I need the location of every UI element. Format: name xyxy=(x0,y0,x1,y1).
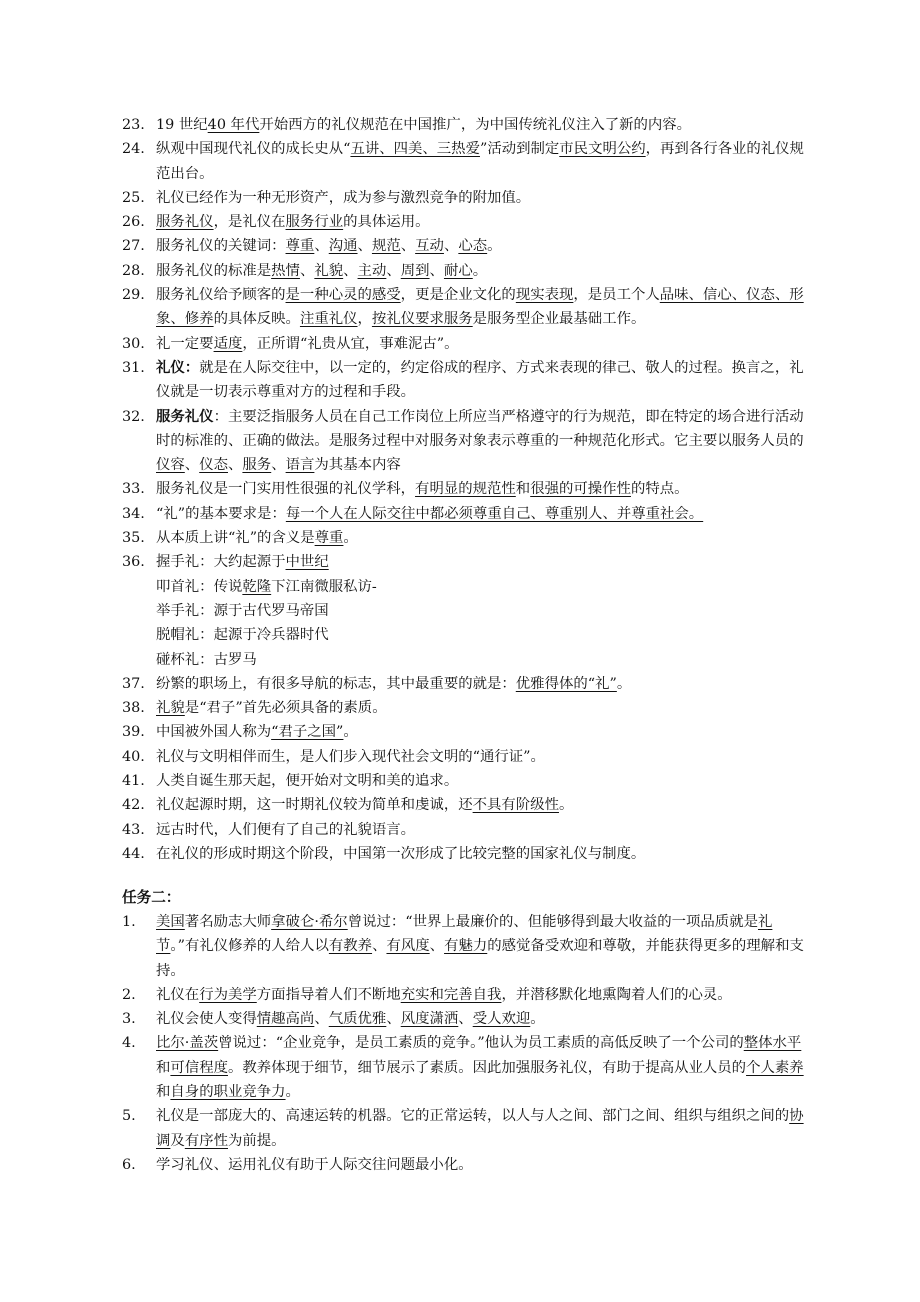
text-run: 脱帽礼：起源于冷兵器时代 xyxy=(156,627,329,644)
text-run: 方面指导着人们不断地 xyxy=(256,986,401,1003)
list-item xyxy=(122,550,812,671)
underlined-term: 耐心 xyxy=(443,262,473,279)
text-run: ，再到各行各业的礼仪规范出台。 xyxy=(156,141,804,182)
item-text xyxy=(156,720,812,744)
text-run: 、 xyxy=(372,938,387,955)
item-text xyxy=(156,1031,812,1104)
section-2 xyxy=(122,910,812,1177)
bold-term: 服务礼仪 xyxy=(156,408,214,425)
underlined-term: 美国 xyxy=(156,914,185,930)
text-run: 、 xyxy=(357,238,372,255)
sub-line xyxy=(156,550,812,574)
text-run: 、 xyxy=(184,457,200,474)
list-item xyxy=(122,137,812,186)
item-number: 1. xyxy=(122,914,136,930)
text-run: 服务礼仪的关键词： xyxy=(156,238,286,255)
item-text xyxy=(156,283,812,332)
underlined-term: 是一种心灵的感受 xyxy=(285,287,401,304)
text-run: 礼一定要 xyxy=(156,335,214,352)
underlined-term: 服务 xyxy=(242,457,272,474)
underlined-term: 尊重 xyxy=(285,238,315,255)
item-text xyxy=(156,405,812,478)
text-run: 的具体运用。 xyxy=(343,214,430,231)
item-text xyxy=(156,259,812,283)
text-run: 和 xyxy=(515,481,531,498)
text-run: 在礼仪的形成时期这个阶段，中国第一次形成了比较完整的国家礼仪与制度。 xyxy=(156,845,646,862)
list-item xyxy=(122,696,812,720)
text-run: 和 xyxy=(156,1084,171,1101)
underlined-term: 比尔·盖茨 xyxy=(156,1035,219,1052)
text-run: 下江南微服私访- xyxy=(271,578,377,595)
text-run: 。 xyxy=(530,1011,545,1028)
underlined-term: 现实表现 xyxy=(515,287,574,304)
item-text xyxy=(156,502,812,526)
text-run: 及 xyxy=(170,1132,185,1149)
item-number: 27. xyxy=(122,238,145,255)
text-run: 是服务型企业最基础工作。 xyxy=(472,311,646,328)
text-run: 和 xyxy=(156,1059,171,1076)
list-item xyxy=(122,356,812,405)
list-item xyxy=(122,672,812,696)
text-run: 著名励志大师 xyxy=(184,914,272,930)
list-item xyxy=(122,793,812,817)
underlined-term: 个人素养 xyxy=(746,1059,804,1076)
sub-line xyxy=(156,648,812,672)
text-run: ，并潜移默化地熏陶着人们的心灵。 xyxy=(501,986,732,1003)
text-run: 碰杯礼：古罗马 xyxy=(156,651,257,668)
underlined-term: 拿破仑·希尔 xyxy=(271,914,348,930)
item-text xyxy=(156,842,812,866)
underlined-term: 很强的可操作性 xyxy=(530,481,631,498)
list-item xyxy=(122,769,812,793)
text-run: 、 xyxy=(443,238,459,255)
text-run: 。教养体现于细节，细节展示了素质。因此加强服务礼仪，有助于提高从业人员的 xyxy=(227,1059,747,1076)
item-number: 29. xyxy=(122,287,145,304)
underlined-term: 互动 xyxy=(415,238,444,255)
item-number: 36. xyxy=(122,554,145,571)
underlined-term: 仪态 xyxy=(199,457,228,474)
item-number: 4. xyxy=(122,1035,136,1052)
underlined-term: 服务行业 xyxy=(285,214,344,231)
item-text xyxy=(156,113,812,137)
list-item xyxy=(122,259,812,283)
underlined-term: 充实和完善自我 xyxy=(400,986,502,1003)
list-item xyxy=(122,745,812,769)
text-run: ，更是企业文化的 xyxy=(400,287,516,304)
text-run: 。 xyxy=(472,262,488,279)
list-item xyxy=(122,910,812,983)
item-text xyxy=(156,1007,812,1031)
text-run: 礼仪在 xyxy=(156,986,200,1003)
item-number: 40. xyxy=(122,748,145,765)
text-run: 19 世纪 xyxy=(156,117,208,133)
text-run: 是“君子”首先必须具备的素质。 xyxy=(184,700,387,717)
bold-term: 礼仪： xyxy=(156,359,200,376)
list-item xyxy=(122,720,812,744)
text-run: ”活动到制定 xyxy=(479,141,560,158)
text-run: 。 xyxy=(343,530,358,547)
text-run: 从本质上讲“礼”的含义是 xyxy=(156,530,315,547)
text-run: 。 xyxy=(343,724,358,741)
underlined-term: 品味、信心、仪态、形象、修养 xyxy=(156,287,804,328)
underlined-term: 有序性 xyxy=(184,1132,228,1149)
item-text xyxy=(156,769,812,793)
item-text xyxy=(156,186,812,210)
item-text xyxy=(156,983,812,1007)
text-run: 、 xyxy=(314,1011,329,1028)
underlined-term: 有教养 xyxy=(328,938,373,955)
section-2-heading: 任务二： xyxy=(122,889,181,906)
item-text xyxy=(156,696,812,720)
list-item xyxy=(122,332,812,356)
list-item xyxy=(122,1007,812,1031)
text-run: ，是员工个人 xyxy=(573,287,660,304)
underlined-term: 注重礼仪 xyxy=(299,311,358,328)
list-item xyxy=(122,477,812,501)
text-run: 服务礼仪是一门实用性很强的礼仪学科， xyxy=(156,481,416,498)
list-item xyxy=(122,1031,812,1104)
text-run: ，正所谓“礼贵从宜，事难泥古”。 xyxy=(242,335,459,352)
item-text xyxy=(156,818,812,842)
sub-line xyxy=(156,575,812,599)
section-1 xyxy=(122,113,812,866)
underlined-term: 整体水平 xyxy=(743,1035,802,1052)
underlined-term: 礼貌 xyxy=(314,262,344,279)
underlined-term: 受人欢迎 xyxy=(472,1011,531,1028)
item-number: 5. xyxy=(122,1108,136,1125)
text-run: 就是在人际交往中，以一定的，约定俗成的程序、方式来表现的律己、敬人的过程。换言之，礼仪就是一切表示尊重对方的过程和手段。 xyxy=(156,359,804,401)
item-text xyxy=(156,477,812,501)
item-number: 34. xyxy=(122,505,145,522)
item-number: 23. xyxy=(122,117,145,133)
text-run: 握手礼：大约起源于 xyxy=(156,554,286,571)
text-run: 曾说过：“企业竞争，是员工素质的竞争。”他认为员工素质的高低反映了一个公司的 xyxy=(218,1035,744,1052)
text-run: 为前提。 xyxy=(228,1132,286,1149)
text-run: 礼仪与文明相伴而生，是人们步入现代社会文明的“通行证”。 xyxy=(156,748,545,765)
text-run: 叩首礼：传说 xyxy=(156,578,243,595)
text-run: 礼仪已经作为一种无形资产，成为参与激烈竞争的附加值。 xyxy=(156,189,531,206)
underlined-term: 按礼仪要求服务 xyxy=(371,311,473,328)
text-run: 纷繁的职场上，有很多导航的标志，其中最重要的就是： xyxy=(156,675,516,692)
underlined-term: 优雅得体的“礼” xyxy=(515,675,617,692)
text-run: ， xyxy=(357,311,372,328)
underlined-term: 周到 xyxy=(400,262,430,279)
text-run: 礼仪起源时期，这一时期礼仪较为简单和虔诚，还 xyxy=(156,797,473,814)
sub-line xyxy=(156,599,812,623)
list-item xyxy=(122,842,812,866)
text-run: 曾说过：“世界上最廉价的、但能够得到最大收益的一项品质就是 xyxy=(347,914,758,930)
underlined-term: 仪容 xyxy=(156,457,185,474)
list-item xyxy=(122,405,812,478)
text-run: 、 xyxy=(458,1011,473,1028)
text-run: 人类自诞生那天起，便开始对文明和美的追求。 xyxy=(156,773,459,790)
text-run: 。 xyxy=(616,675,632,692)
underlined-term: 主动 xyxy=(357,262,387,279)
underlined-term: 气质优雅 xyxy=(328,1011,387,1028)
text-run: 服务礼仪的标准是 xyxy=(156,262,272,279)
item-number: 31. xyxy=(122,359,145,376)
underlined-term: 语言 xyxy=(285,457,315,474)
underlined-term: 心态 xyxy=(458,238,488,255)
underlined-term: 协调 xyxy=(156,1108,804,1149)
text-run: 、 xyxy=(400,238,416,255)
underlined-term: 有风度 xyxy=(386,938,430,955)
text-run: 中国被外国人称为 xyxy=(156,724,272,741)
underlined-term: 情趣高尚 xyxy=(256,1011,315,1028)
item-number: 41. xyxy=(122,773,145,790)
item-text xyxy=(156,1104,812,1153)
text-run: 。 xyxy=(487,238,502,255)
underlined-term: 每一个人在人际交往中都必须尊重自己、尊重别人、并尊重社会。 xyxy=(285,505,704,522)
text-run: 、 xyxy=(386,1011,401,1028)
underlined-term: 规范 xyxy=(371,238,401,255)
underlined-term: 有明显的规范性 xyxy=(415,481,516,498)
item-number: 37. xyxy=(122,675,145,692)
text-run: 的感觉备受欢迎和尊敬，并能获得更多的理解和支持。 xyxy=(156,938,804,979)
text-run: 、 xyxy=(314,238,329,255)
item-number: 2. xyxy=(122,986,136,1003)
list-item xyxy=(122,1153,812,1177)
underlined-term: 自身的职业竞争力 xyxy=(170,1084,286,1101)
underlined-term: 尊重 xyxy=(314,530,344,547)
text-run: 为其基本内容 xyxy=(314,457,401,474)
underlined-term: 礼貌 xyxy=(156,700,185,717)
list-item xyxy=(122,210,812,234)
list-item xyxy=(122,234,812,258)
underlined-term: 乾隆 xyxy=(242,578,272,595)
item-text xyxy=(156,1153,812,1177)
underlined-term: 可信程度 xyxy=(170,1059,228,1076)
text-run: 、 xyxy=(228,457,243,474)
text-run: ：主要泛指服务人员在自己工作岗位上所应当严格遵守的行为规范，即在特定的场合进行活动时的标准的、正确的做法。是服务过程中对服务对象表示尊重的一种规范化形式。它主要以服务人员的 xyxy=(156,408,804,449)
text-run: 纵观中国现代礼仪的成长史从“ xyxy=(156,141,351,158)
item-number: 35. xyxy=(122,530,145,547)
item-number: 44. xyxy=(122,845,145,862)
item-number: 30. xyxy=(122,335,145,352)
text-run: 礼仪是一部庞大的、高速运转的机器。它的正常运转，以人与人之间、部门之间、组织与组织之间的 xyxy=(156,1108,790,1125)
section-2-list xyxy=(122,910,812,1177)
text-run: 开始西方的礼仪规范在中国推广，为中国传统礼仪注入了新的内容。 xyxy=(259,117,692,133)
item-number: 38. xyxy=(122,700,145,717)
item-number: 3. xyxy=(122,1011,136,1028)
list-item xyxy=(122,983,812,1007)
text-run: 、 xyxy=(386,262,401,279)
item-number: 32. xyxy=(122,408,145,425)
item-text xyxy=(156,745,812,769)
list-item xyxy=(122,283,812,332)
item-number: 39. xyxy=(122,724,145,741)
text-run: 。”有礼仪修养的人给人以 xyxy=(170,938,329,955)
text-run: 、 xyxy=(343,262,358,279)
underlined-term: 有魅力 xyxy=(444,938,488,955)
underlined-term: 40 年代 xyxy=(207,117,260,133)
text-run: 远古时代，人们便有了自己的礼貌语言。 xyxy=(156,821,416,838)
item-number: 43. xyxy=(122,821,145,838)
text-run: 、 xyxy=(429,262,444,279)
underlined-term: “君子之国” xyxy=(271,724,344,741)
text-run: 礼仪会使人变得 xyxy=(156,1011,257,1028)
text-run: 、 xyxy=(299,262,315,279)
item-number: 25. xyxy=(122,189,145,206)
underlined-term: 热情 xyxy=(271,262,300,279)
underlined-term: 服务礼仪 xyxy=(156,214,214,231)
underlined-term: 风度潇洒 xyxy=(400,1011,459,1028)
sub-line xyxy=(156,623,812,647)
text-run: 服务礼仪给予顾客的 xyxy=(156,287,286,304)
list-item xyxy=(122,1104,812,1153)
item-number: 33. xyxy=(122,481,145,498)
item-text xyxy=(156,910,812,983)
text-run: 举手礼：源于古代罗马帝国 xyxy=(156,602,329,619)
item-number: 42. xyxy=(122,797,145,814)
item-text xyxy=(156,356,812,405)
list-item xyxy=(122,526,812,550)
list-item xyxy=(122,502,812,526)
item-number: 26. xyxy=(122,214,145,231)
list-item xyxy=(122,186,812,210)
underlined-term: 行为美学 xyxy=(199,986,257,1003)
item-text xyxy=(156,526,812,550)
item-text xyxy=(156,137,812,186)
text-run: 的特点。 xyxy=(630,481,689,498)
underlined-term: 市民文明公约 xyxy=(559,141,646,158)
item-number: 24. xyxy=(122,141,145,158)
item-text xyxy=(156,234,812,258)
item-number: 28. xyxy=(122,262,145,279)
underlined-term: 沟通 xyxy=(328,238,358,255)
item-text xyxy=(156,793,812,817)
section-1-list xyxy=(122,113,812,866)
text-run: 、 xyxy=(429,938,445,955)
underlined-term: 礼节 xyxy=(156,914,773,955)
text-run: “礼”的基本要求是： xyxy=(156,505,286,522)
underlined-term: 适度 xyxy=(213,335,243,352)
item-text xyxy=(156,332,812,356)
underlined-term: 不具有阶级性 xyxy=(472,797,559,814)
item-text xyxy=(156,550,812,671)
text-run: 。 xyxy=(285,1084,300,1101)
text-run: 学习礼仪、运用礼仪有助于人际交往问题最小化。 xyxy=(156,1156,473,1173)
item-text xyxy=(156,672,812,696)
list-item xyxy=(122,818,812,842)
item-number: 6. xyxy=(122,1156,136,1173)
text-run: 。 xyxy=(558,797,574,814)
text-run: ，是礼仪在 xyxy=(213,214,286,231)
text-run: 的具体反映。 xyxy=(213,311,300,328)
list-item xyxy=(122,113,812,137)
item-text xyxy=(156,210,812,234)
text-run: 、 xyxy=(271,457,286,474)
underlined-term: 中世纪 xyxy=(285,554,329,571)
underlined-term: 五讲、四美、三热爱 xyxy=(350,141,480,158)
